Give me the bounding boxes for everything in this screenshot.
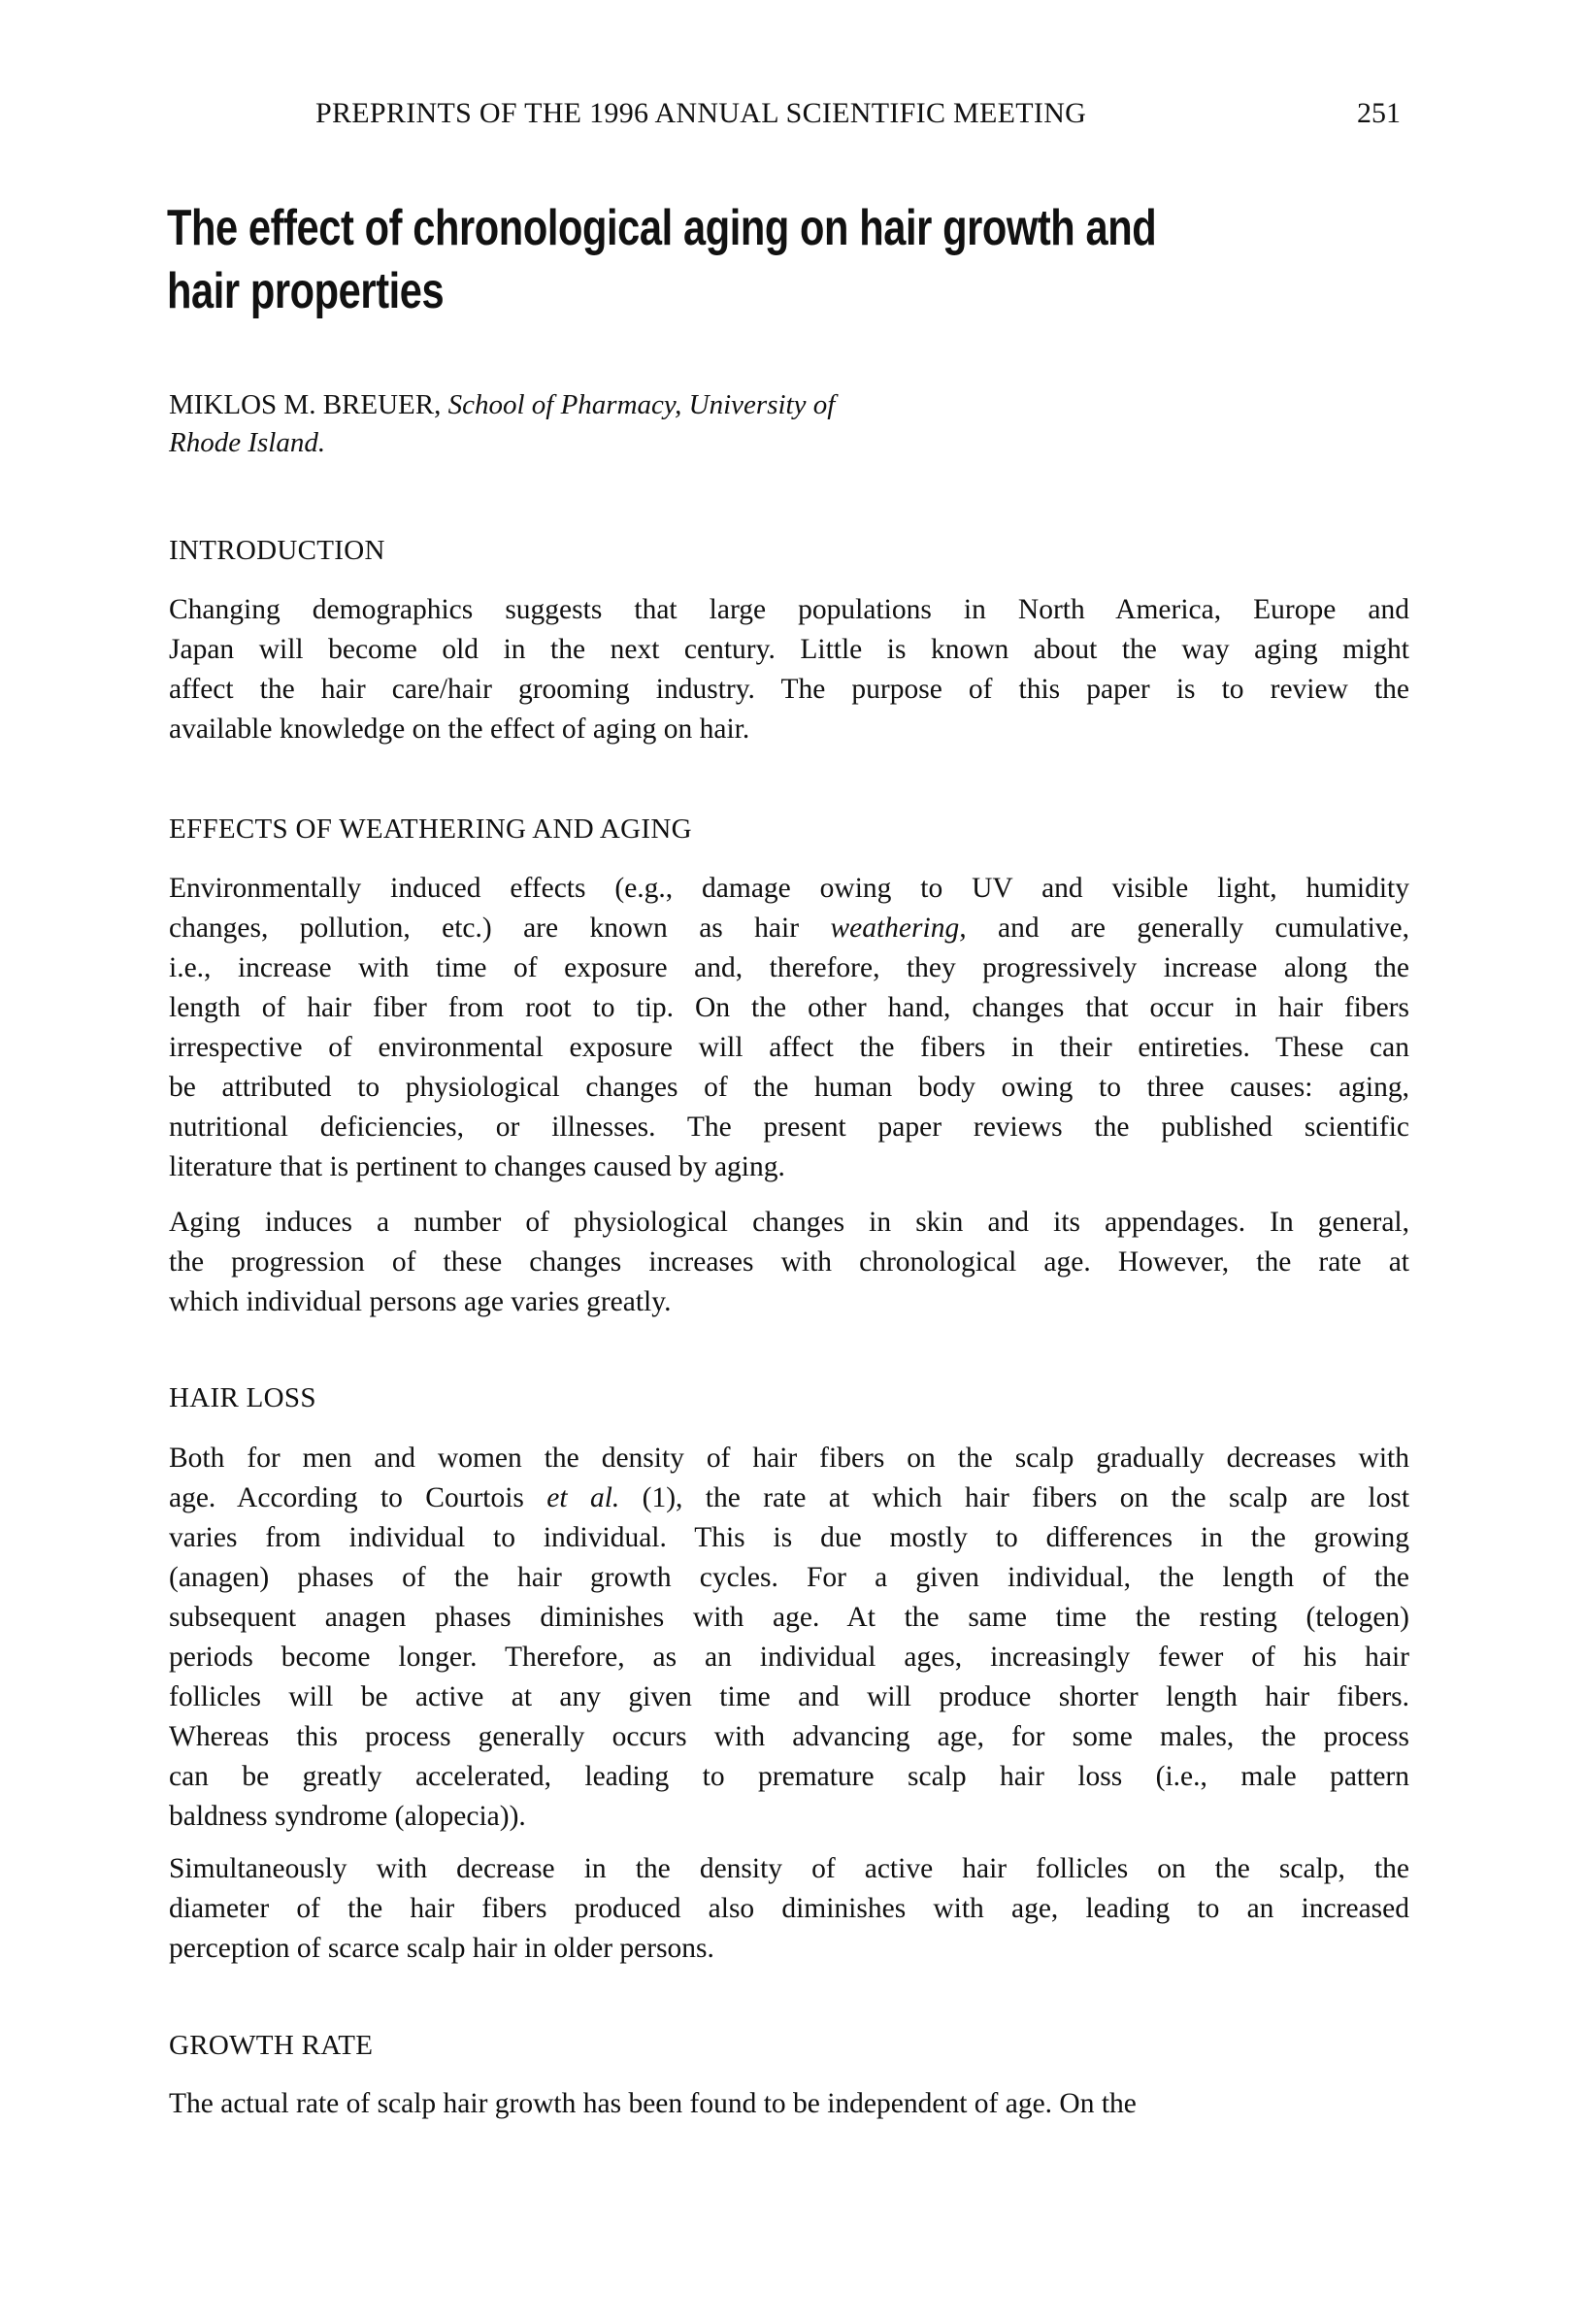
section-heading-hair-loss: HAIR LOSS: [169, 1382, 316, 1413]
text-run: subsequent anagen phases diminishes with age. At the same time the resting (telogen): [169, 1602, 1409, 1633]
text-line: [169, 710, 1409, 749]
paper-title-line-1: The effect of chronological aging on hair growth and: [167, 200, 1157, 256]
author-affiliation-line-2: [169, 427, 325, 459]
page-number: 251: [1357, 97, 1401, 129]
text-run: the progression of these changes increases with chronological age. However, the rate at: [169, 1246, 1409, 1278]
text-line: [169, 1757, 1409, 1797]
paragraph: [169, 1439, 1409, 1837]
text-run: affect the hair care/hair grooming industry. The purpose of this paper is to review the: [169, 674, 1409, 705]
text-line: [169, 1717, 1409, 1757]
text-run: periods become longer. Therefore, as an individual ages, increasingly fewer of his hair: [169, 1642, 1409, 1673]
text-run: can be greatly accelerated, leading to premature scalp hair loss (i.e., male pattern: [169, 1761, 1409, 1792]
text-line: [169, 1929, 1409, 1969]
text-run: Simultaneously with decrease in the density of active hair follicles on the scalp, the: [169, 1853, 1409, 1884]
text-run: and are generally cumulative,: [966, 913, 1409, 944]
text-run: Changing demographics suggests that large populations in North America, Europe and: [169, 594, 1409, 625]
text-run: which individual persons age varies greatly.: [169, 1286, 672, 1317]
text-run: irrespective of environmental exposure will affect the fibers in their entireties. These can: [169, 1032, 1409, 1063]
author-name: MIKLOS M. BREUER,: [169, 389, 442, 420]
text-line: [169, 1638, 1409, 1677]
text-line: [169, 670, 1409, 710]
paragraph: [169, 1849, 1409, 1969]
text-run: age. According to Courtois: [169, 1482, 547, 1513]
text-line: [169, 909, 1409, 948]
author-affiliation-continued: Rhode Island.: [169, 427, 326, 458]
text-run: i.e., increase with time of exposure and, therefore, they progressively increase along the: [169, 952, 1409, 983]
paragraph: [169, 1203, 1409, 1322]
text-run: literature that is pertinent to changes caused by aging.: [169, 1151, 785, 1182]
italic-text: et al.: [546, 1482, 620, 1513]
text-run: (1), the rate at which hair fibers on the scalp are lost: [619, 1482, 1410, 1513]
text-run: be attributed to physiological changes of the human body owing to three causes: aging,: [169, 1072, 1409, 1103]
text-line: [169, 1068, 1409, 1108]
text-line: [169, 1677, 1409, 1717]
author-affiliation: School of Pharmacy, University of: [447, 389, 836, 420]
text-line: [169, 1439, 1409, 1478]
text-line: [169, 1797, 1409, 1837]
paragraph: [169, 869, 1409, 1187]
italic-text: weathering,: [830, 913, 967, 944]
text-run: The actual rate of scalp hair growth has been found to be independent of age. On the: [169, 2088, 1137, 2119]
text-run: baldness syndrome (alopecia)).: [169, 1801, 526, 1832]
text-line: [169, 1478, 1409, 1518]
text-run: Aging induces a number of physiological changes in skin and its appendages. In general,: [169, 1207, 1409, 1238]
text-run: nutritional deficiencies, or illnesses. The present paper reviews the published scientific: [169, 1112, 1409, 1143]
section-heading-growth-rate: GROWTH RATE: [169, 2030, 374, 2061]
text-run: diameter of the hair fibers produced also diminishes with age, leading to an increased: [169, 1893, 1409, 1924]
paragraph: [169, 590, 1409, 749]
section-heading-introduction: INTRODUCTION: [169, 535, 385, 566]
text-line: [169, 869, 1409, 909]
text-run: Environmentally induced effects (e.g., damage owing to UV and visible light, humidity: [169, 873, 1409, 904]
text-line: [169, 1849, 1409, 1889]
text-line: [169, 1518, 1409, 1558]
paper-title-line-2: hair properties: [167, 263, 445, 319]
text-line: [169, 2084, 1409, 2124]
text-line: [169, 1147, 1409, 1187]
text-run: varies from individual to individual. This is due mostly to differences in the growing: [169, 1522, 1409, 1553]
text-line: [169, 948, 1409, 988]
text-run: length of hair fiber from root to tip. On the other hand, changes that occur in hair fibers: [169, 992, 1409, 1023]
text-line: [169, 590, 1409, 630]
text-line: [169, 1243, 1409, 1282]
text-run: (anagen) phases of the hair growth cycles. For a given individual, the length of the: [169, 1562, 1409, 1593]
author-line: [169, 389, 835, 421]
text-line: [169, 1558, 1409, 1598]
text-line: [169, 630, 1409, 670]
text-line: [169, 1889, 1409, 1929]
text-line: [169, 1598, 1409, 1638]
section-heading-weathering: EFFECTS OF WEATHERING AND AGING: [169, 813, 692, 845]
text-run: available knowledge on the effect of aging on hair.: [169, 714, 750, 745]
text-line: [169, 988, 1409, 1028]
text-run: Japan will become old in the next century. Little is known about the way aging might: [169, 634, 1409, 665]
text-run: perception of scarce scalp hair in older persons.: [169, 1933, 714, 1964]
text-line: [169, 1282, 1409, 1322]
text-run: Both for men and women the density of hair fibers on the scalp gradually decreases with: [169, 1443, 1409, 1474]
paragraph: [169, 2084, 1409, 2124]
text-run: follicles will be active at any given time and will produce shorter length hair fibers.: [169, 1681, 1409, 1712]
text-run: changes, pollution, etc.) are known as hair: [169, 913, 831, 944]
text-run: Whereas this process generally occurs with advancing age, for some males, the process: [169, 1721, 1409, 1752]
running-header: PREPRINTS OF THE 1996 ANNUAL SCIENTIFIC MEETING: [315, 97, 1087, 129]
text-line: [169, 1108, 1409, 1147]
text-line: [169, 1203, 1409, 1243]
text-line: [169, 1028, 1409, 1068]
